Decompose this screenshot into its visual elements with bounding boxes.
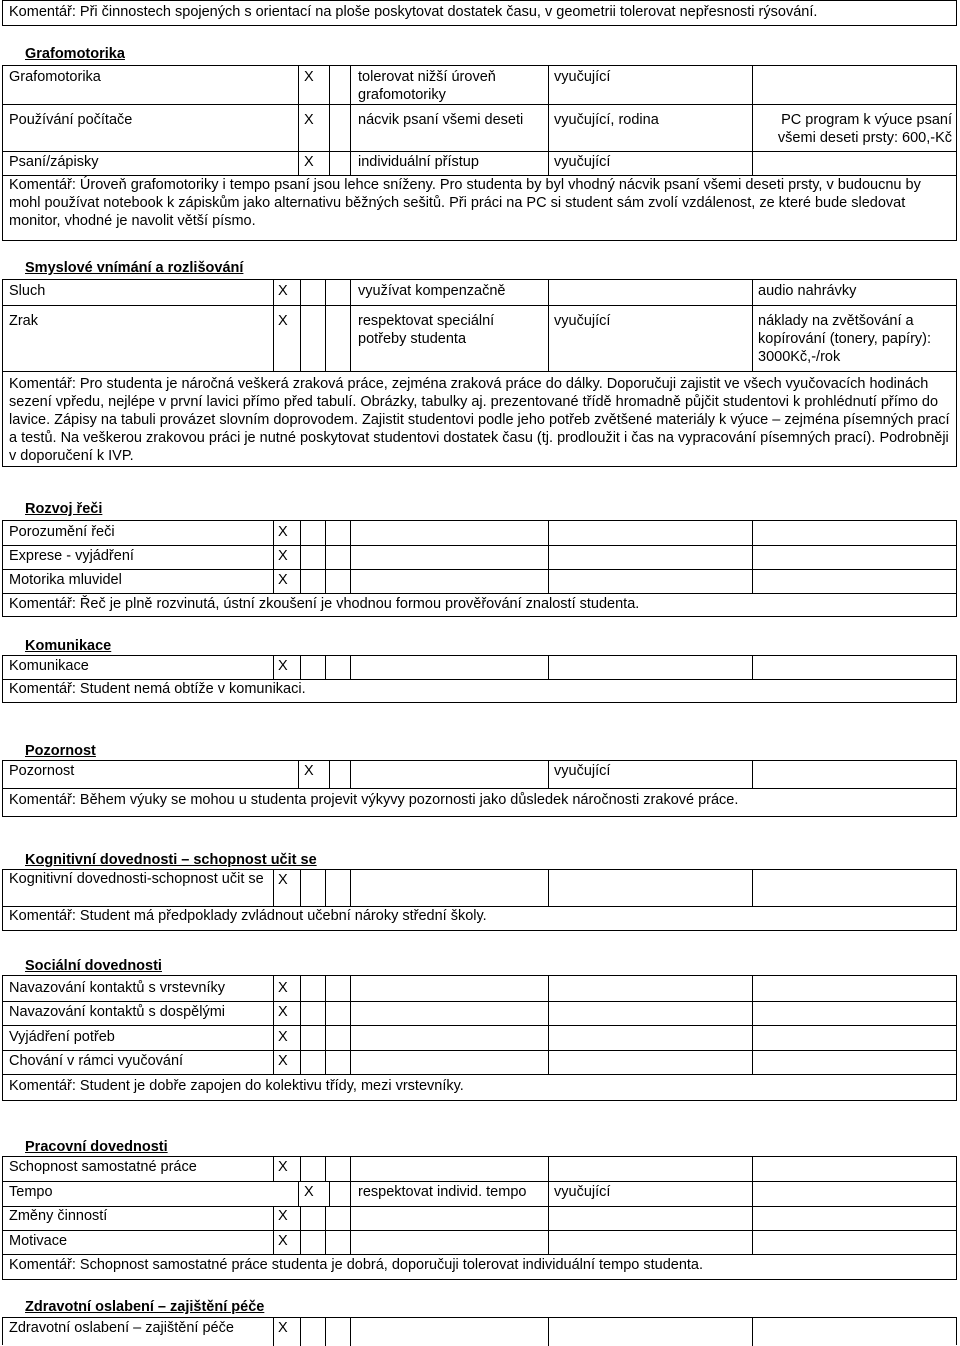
row-name: Motorika mluvidel <box>9 572 122 588</box>
row-cost: audio nahrávky <box>758 283 857 299</box>
row-measure: respektovat speciální potřeby studenta <box>358 313 495 347</box>
row-cost: PC program k výuce psaní všemi deseti prsty: 600,-Kč <box>777 112 952 146</box>
section-title-zdravotni: Zdravotní oslabení – zajištění péče <box>25 1299 265 1315</box>
row-name: Zdravotní oslabení – zajištění péče <box>9 1320 234 1336</box>
row-mark: X <box>278 1029 288 1045</box>
section-title-socialni: Sociální dovednosti <box>25 958 162 974</box>
row-mark: X <box>278 1053 288 1069</box>
row-mark: X <box>278 1320 288 1336</box>
row-who: vyučující <box>554 763 611 779</box>
row-name: Exprese - vyjádření <box>9 548 134 564</box>
section-title-smysly: Smyslové vnímání a rozlišování <box>25 260 244 276</box>
row-who: vyučující <box>554 313 611 329</box>
row-name: Změny činností <box>9 1208 108 1224</box>
section-comment: Komentář: Úroveň grafomotoriky i tempo psaní jsou lehce sníženy. Pro studenta by byl vhodný nácvik psaní všemi deseti prsty, v budoucnu by mohl používat notebook k zápiskům jako alternativu běžných sešitů. Při práci na PC si student sám zvolí vzdálenost, ze které bude sledovat monitor, vhodné je navolit větší písmo. <box>9 177 921 229</box>
row-mark: X <box>304 69 314 85</box>
row-name: Používání počítače <box>9 112 133 128</box>
row-name: Psaní/zápisky <box>9 154 99 170</box>
row-name: Porozumění řeči <box>9 524 115 540</box>
row-mark: X <box>278 872 288 888</box>
row-name: Zrak <box>9 313 38 329</box>
section-comment: Komentář: Během výuky se mohou u studenta projevit výkyvy pozornosti jako důsledek náročnosti zrakové práce. <box>9 792 739 808</box>
row-name: Navazování kontaktů s dospělými <box>9 1004 225 1020</box>
row-mark: X <box>278 548 288 564</box>
row-mark: X <box>278 283 288 299</box>
row-mark: X <box>304 763 314 779</box>
top-comment: Komentář: Při činnostech spojených s orientací na ploše poskytovat dostatek času, v geometrii tolerovat nepřesnosti rýsování. <box>9 4 818 20</box>
row-name: Komunikace <box>9 658 89 674</box>
section-comment: Komentář: Student nemá obtíže v komunikaci. <box>9 681 306 697</box>
row-name: Kognitivní dovednosti-schopnost učit se <box>9 871 264 887</box>
section-title-komunikace: Komunikace <box>25 638 112 654</box>
row-name: Grafomotorika <box>9 69 101 85</box>
row-mark: X <box>304 154 314 170</box>
section-title-pracovni: Pracovní dovednosti <box>25 1139 168 1155</box>
row-name: Pozornost <box>9 763 75 779</box>
row-who: vyučující <box>554 69 611 85</box>
section-title-pozornost: Pozornost <box>25 743 96 759</box>
row-measure: respektovat individ. tempo <box>358 1184 527 1200</box>
row-name: Schopnost samostatné práce <box>9 1159 197 1175</box>
row-cost: náklady na zvětšování a kopírování (tonery, papíry): 3000Kč,-/rok <box>758 313 932 365</box>
row-mark: X <box>278 572 288 588</box>
row-measure: nácvik psaní všemi deseti <box>358 112 524 128</box>
section-comment: Komentář: Student je dobře zapojen do kolektivu třídy, mezi vrstevníky. <box>9 1078 464 1094</box>
row-mark: X <box>278 980 288 996</box>
section-comment: Komentář: Řeč je plně rozvinutá, ústní zkoušení je vhodnou formou prověřování znalostí studenta. <box>9 596 640 612</box>
row-measure: tolerovat nižší úroveň grafomotoriky <box>358 69 496 103</box>
row-name: Sluch <box>9 283 46 299</box>
row-name: Navazování kontaktů s vrstevníky <box>9 980 225 996</box>
row-mark: X <box>278 658 288 674</box>
row-measure: individuální přístup <box>358 154 479 170</box>
row-name: Vyjádření potřeb <box>9 1029 115 1045</box>
row-who: vyučující, rodina <box>554 112 659 128</box>
row-mark: X <box>278 1159 288 1175</box>
row-measure: využívat kompenzačně <box>358 283 506 299</box>
row-who: vyučující <box>554 1184 611 1200</box>
row-name: Tempo <box>9 1184 53 1200</box>
row-mark: X <box>278 1004 288 1020</box>
row-mark: X <box>304 112 314 128</box>
row-mark: X <box>278 1233 288 1249</box>
section-title-rec: Rozvoj řeči <box>25 501 103 517</box>
row-name: Motivace <box>9 1233 68 1249</box>
row-name: Chování v rámci vyučování <box>9 1053 184 1069</box>
row-mark: X <box>304 1184 314 1200</box>
section-comment: Komentář: Pro studenta je náročná veškerá zraková práce, zejména zraková práce do dálky. Doporučuji zajistit ve všech vyučovacích hodinách sezení vpředu, nejlépe v první lavici přímo před tabulí. Obrázky, tabulky aj. prezentované třídě hromadně půjčit studentovi k prohlédnutí přímo do lavice. Zápisy na tabuli provázet slovním doprovodem. Zajistit studentovi podle jeho potřeb zvětšené materiály k výuce – zejména písemných prací a testů. Na veškerou zrakovou práci je nutné poskytovat studentovi dostatek času (tj. prodloužit i čas na vypracování písemných prací). Podrobněji v doporučení k IVP. <box>9 376 950 464</box>
row-who: vyučující <box>554 154 611 170</box>
section-comment: Komentář: Schopnost samostatné práce studenta je dobrá, doporučuji tolerovat individuální tempo studenta. <box>9 1257 704 1273</box>
row-mark: X <box>278 1208 288 1224</box>
row-mark: X <box>278 313 288 329</box>
section-title-kognitivni: Kognitivní dovednosti – schopnost učit se <box>25 852 317 868</box>
section-comment: Komentář: Student má předpoklady zvládnout učební nároky střední školy. <box>9 908 487 924</box>
section-title-grafomotorika: Grafomotorika <box>25 46 125 62</box>
row-mark: X <box>278 524 288 540</box>
